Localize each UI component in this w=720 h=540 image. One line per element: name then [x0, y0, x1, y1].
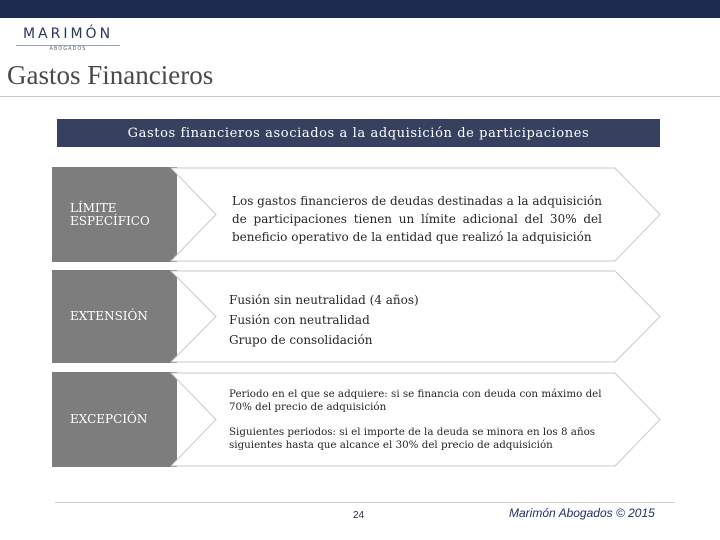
- row-label-text: EXTENSIÓN: [70, 309, 148, 323]
- list-item: Grupo de consolidación: [229, 333, 373, 347]
- logo-wordmark: MARIMÓN: [22, 26, 114, 42]
- section-banner: [57, 119, 660, 147]
- footer-divider: [55, 502, 675, 503]
- page-title: Gastos Financieros: [7, 60, 214, 90]
- row-arrow-excepcion: [170, 372, 662, 467]
- title-divider: [0, 96, 720, 97]
- footer-copyright: Marimón Abogados © 2015: [509, 506, 655, 520]
- row-label-excepcion: [52, 372, 177, 467]
- section-banner-text: Gastos financieros asociados a la adquisición de participaciones: [127, 125, 590, 141]
- list-item: Fusión sin neutralidad (4 años): [229, 293, 419, 307]
- row-description-excepcion-2: Siguientes periodos: si el importe de la deuda se minora en los 8 años siguientes hasta que alcance el 30% del precio de adquisición: [229, 426, 596, 451]
- row-description-extension: [229, 290, 609, 350]
- row-description-excepcion-1: Periodo en el que se adquiere: si se financia con deuda con máximo del 70% del precio de adquisición: [229, 388, 602, 413]
- page-number: 24: [353, 510, 365, 521]
- brand-logo: [12, 26, 132, 52]
- list-item: Fusión con neutralidad: [229, 313, 370, 327]
- row-label-extension: [52, 270, 177, 363]
- row-label-text: LÍMITE ESPECÍFICO: [70, 200, 150, 228]
- row-label-limite: [52, 167, 177, 262]
- logo-subtitle: ABOGADOS: [49, 46, 87, 52]
- row-label-text: EXCEPCIÓN: [70, 412, 148, 426]
- top-accent-bar: [0, 0, 720, 18]
- row-description-limite: Los gastos financieros de deudas destinadas a la adquisición de participaciones tienen un límite adicional del 30% del beneficio operativo de la entidad que realizó la adquisición: [232, 194, 602, 244]
